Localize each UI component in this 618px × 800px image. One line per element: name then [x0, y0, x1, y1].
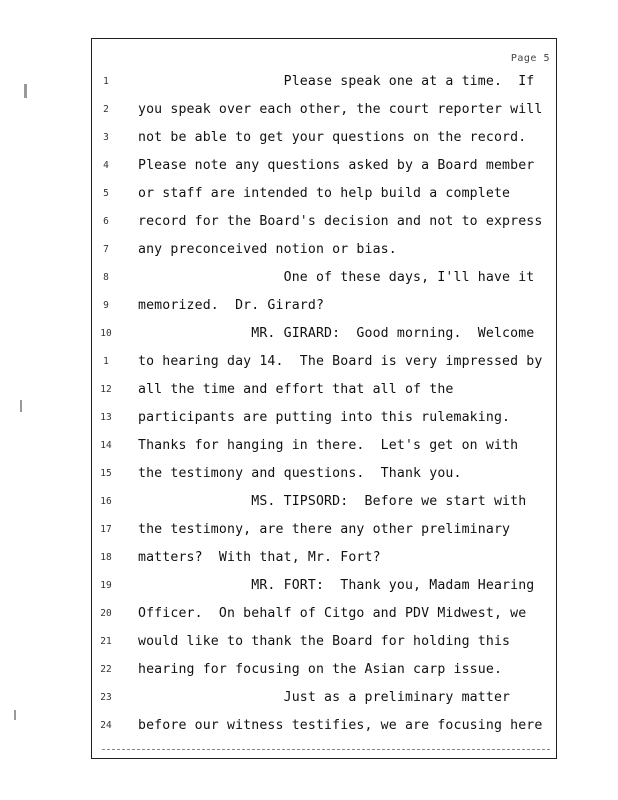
transcript-line: would like to thank the Board for holding this — [138, 634, 511, 649]
transcript-line: record for the Board's decision and not to express — [138, 214, 543, 229]
line-number: 1 — [103, 356, 109, 367]
page-number: Page 5 — [510, 53, 550, 64]
line-number: 16 — [100, 496, 112, 507]
line-number: 13 — [100, 412, 112, 423]
line-number: 17 — [100, 524, 112, 535]
scan-artifact — [24, 84, 27, 98]
line-number: 19 — [100, 580, 112, 591]
transcript-line: MS. TIPSORD: Before we start with — [138, 494, 527, 509]
line-number: 22 — [100, 664, 112, 675]
line-number: 3 — [103, 132, 109, 143]
transcript-line: matters? With that, Mr. Fort? — [138, 550, 381, 565]
transcript-line: you speak over each other, the court reporter will — [138, 102, 543, 117]
line-number: 4 — [103, 160, 109, 171]
transcript-line: MR. GIRARD: Good morning. Welcome — [138, 326, 535, 341]
transcript-frame — [91, 38, 557, 759]
transcript-line: the testimony, are there any other preliminary — [138, 522, 511, 537]
line-number: 10 — [100, 328, 112, 339]
transcript-line: MR. FORT: Thank you, Madam Hearing — [138, 578, 535, 593]
line-number: 8 — [103, 272, 109, 283]
transcript-line: before our witness testifies, we are focusing here — [138, 718, 543, 733]
transcript-line: Just as a preliminary matter — [138, 690, 511, 705]
transcript-line: Please note any questions asked by a Board member — [138, 158, 535, 173]
transcript-line: participants are putting into this rulemaking. — [138, 410, 511, 425]
bottom-rule — [102, 749, 550, 750]
transcript-line: Thanks for hanging in there. Let's get on with — [138, 438, 519, 453]
line-number: 14 — [100, 440, 112, 451]
transcript-line: Officer. On behalf of Citgo and PDV Midwest, we — [138, 606, 527, 621]
scan-artifact — [20, 400, 22, 412]
line-number: 2 — [103, 104, 109, 115]
line-number: 6 — [103, 216, 109, 227]
transcript-line: One of these days, I'll have it — [138, 270, 535, 285]
transcript-line: Please speak one at a time. If — [138, 74, 535, 89]
line-number: 23 — [100, 692, 112, 703]
line-number: 5 — [103, 188, 109, 199]
scan-artifact — [14, 710, 16, 720]
line-number: 21 — [100, 636, 112, 647]
line-number-column — [92, 75, 120, 747]
line-number: 1 — [103, 76, 109, 87]
transcript-line: or staff are intended to help build a complete — [138, 186, 511, 201]
transcript-line: all the time and effort that all of the — [138, 382, 454, 397]
transcript-line: the testimony and questions. Thank you. — [138, 466, 462, 481]
transcript-text — [138, 73, 554, 745]
line-number: 18 — [100, 552, 112, 563]
line-number: 24 — [100, 720, 112, 731]
line-number: 7 — [103, 244, 109, 255]
transcript-line: any preconceived notion or bias. — [138, 242, 397, 257]
line-number: 9 — [103, 300, 109, 311]
line-number: 20 — [100, 608, 112, 619]
transcript-line: to hearing day 14. The Board is very impressed by — [138, 354, 543, 369]
transcript-line: hearing for focusing on the Asian carp issue. — [138, 662, 503, 677]
transcript-line: not be able to get your questions on the record. — [138, 130, 527, 145]
transcript-line: memorized. Dr. Girard? — [138, 298, 325, 313]
line-number: 15 — [100, 468, 112, 479]
line-number: 12 — [100, 384, 112, 395]
